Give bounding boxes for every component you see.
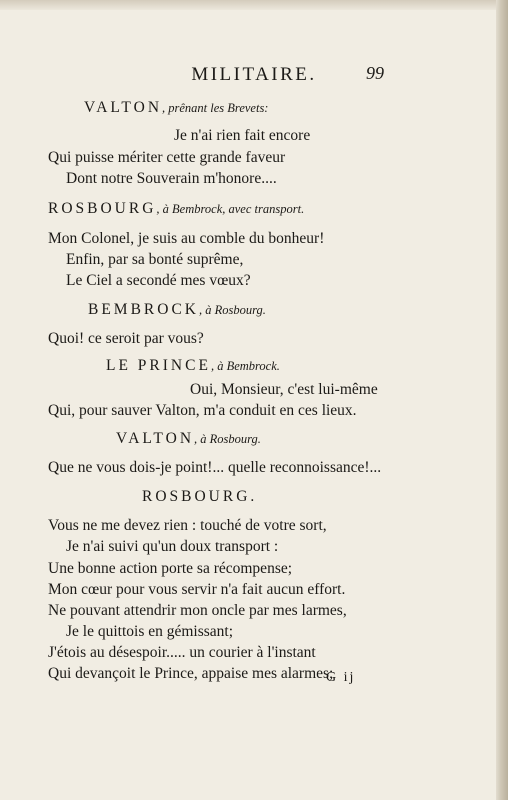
stage-direction: , à Rosbourg. (194, 432, 261, 446)
speaker-heading (142, 488, 257, 506)
speaker-heading (48, 200, 304, 218)
running-title: MILITAIRE. (191, 64, 317, 85)
verse-line: Que ne vous dois-je point!... quelle reconnoissance!... (48, 459, 382, 476)
stage-direction: , prênant les Brevets: (162, 101, 269, 115)
verse-line: Je n'ai rien fait encore (174, 127, 311, 144)
verse-line: Une bonne action porte sa récompense; (48, 560, 293, 577)
speaker-heading (84, 99, 268, 117)
stage-direction: , à Rosbourg. (199, 303, 266, 317)
verse-line: Je le quittois en gémissant; (66, 623, 234, 640)
verse-line: Je n'ai suivi qu'un doux transport : (66, 538, 279, 555)
verse-line: Qui, pour sauver Valton, m'a conduit en ces lieux. (48, 402, 357, 419)
speaker-name: ROSBOURG. (142, 488, 258, 505)
verse-line: Qui devançoit le Prince, appaise mes alarmes; (48, 665, 334, 682)
page-top-edge (0, 0, 508, 10)
speaker-name: LE PRINCE (106, 357, 211, 374)
verse-line: Le Ciel a secondé mes vœux? (66, 272, 251, 289)
verse-line: Mon Colonel, je suis au comble du bonheur! (48, 230, 325, 247)
verse-line: Qui puisse mériter cette grande faveur (48, 149, 286, 166)
verse-line: Enfin, par sa bonté suprême, (66, 251, 244, 268)
verse-line: J'étois au désespoir..... un courier à l'instant (48, 644, 316, 661)
verse-line: Mon cœur pour vous servir n'a fait aucun effort. (48, 581, 346, 598)
page-right-edge (496, 0, 508, 800)
printer-signature: G ij (326, 670, 356, 685)
page-number: 99 (366, 63, 384, 83)
stage-direction: , à Bembrock, avec transport. (156, 202, 305, 216)
stage-direction: , à Bembrock. (210, 359, 280, 373)
speaker-name: VALTON (84, 99, 163, 116)
verse-line: Ne pouvant attendrir mon oncle par mes larmes, (48, 602, 347, 619)
verse-line: Oui, Monsieur, c'est lui-même (190, 381, 378, 398)
speaker-name: ROSBOURG (48, 200, 157, 217)
speaker-name: BEMBROCK (88, 301, 199, 318)
verse-line: Vous ne me devez rien : touché de votre sort, (48, 517, 327, 534)
verse-line: Dont notre Souverain m'honore.... (66, 170, 277, 187)
verse-line: Quoi! ce seroit par vous? (48, 330, 204, 347)
speaker-heading (88, 301, 266, 319)
speaker-heading (106, 357, 280, 375)
speaker-heading (116, 430, 261, 448)
speaker-name: VALTON (116, 430, 195, 447)
